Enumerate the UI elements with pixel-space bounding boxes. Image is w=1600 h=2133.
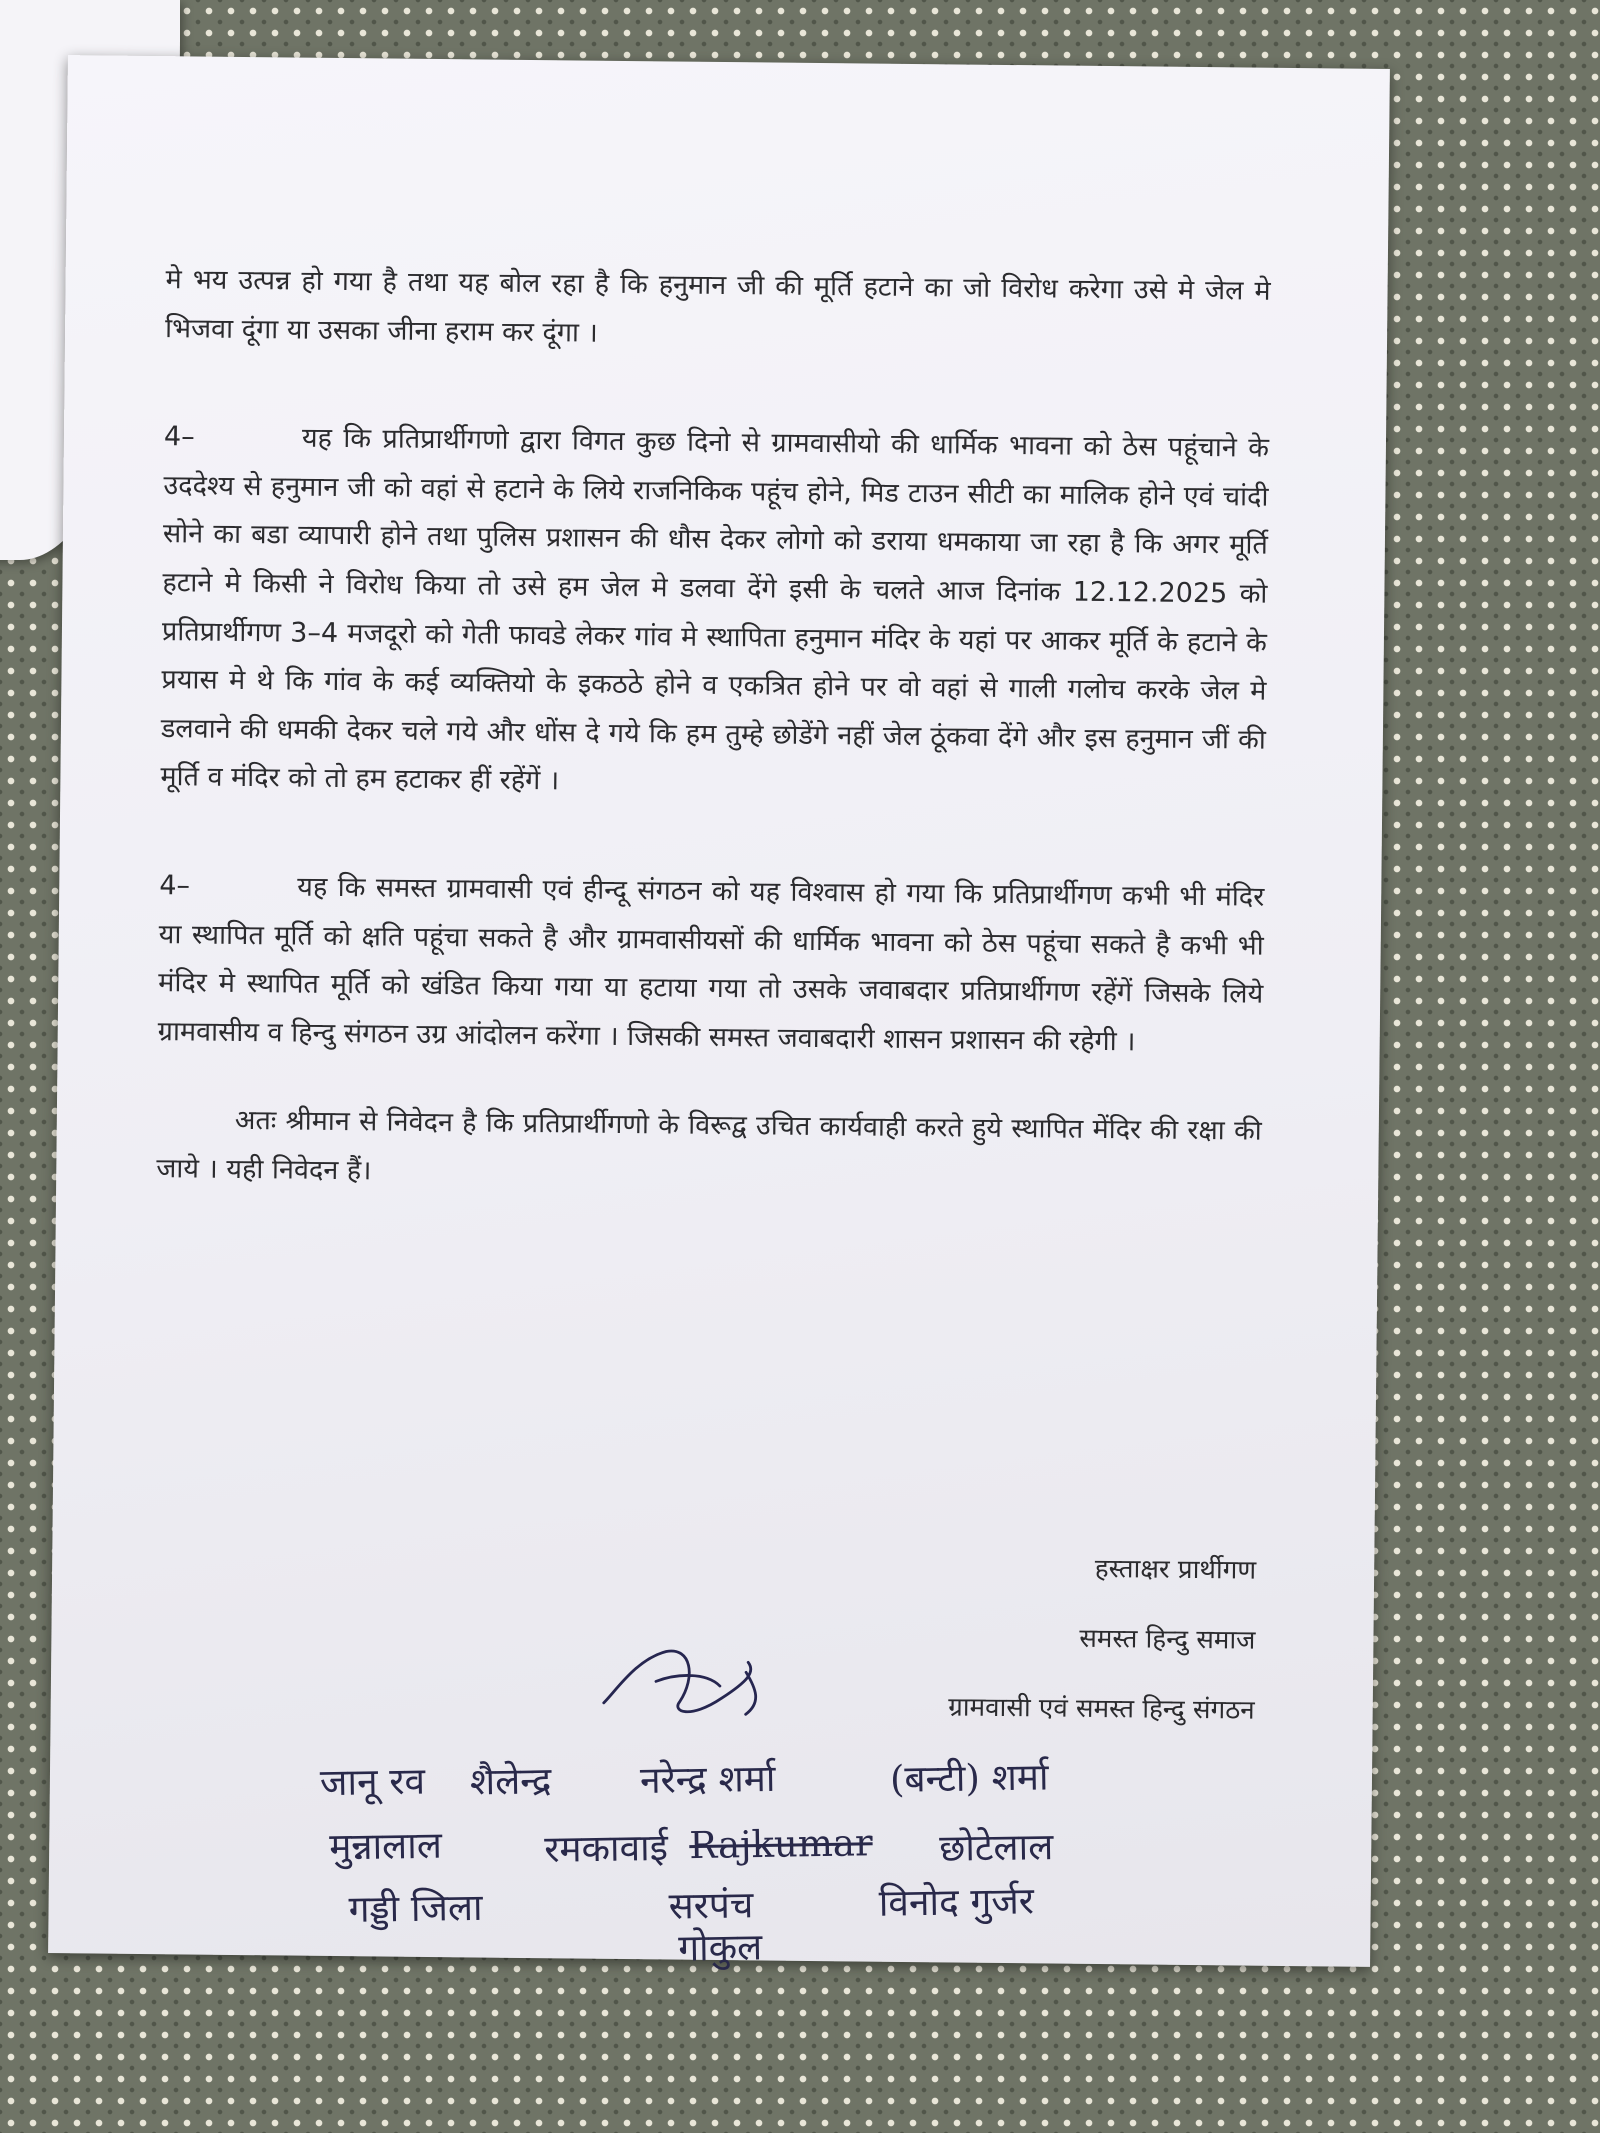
signature-scribble xyxy=(595,1641,796,1738)
handwritten-signature: गोकुल xyxy=(677,1925,763,1970)
handwritten-signature: Rajkumar xyxy=(688,1821,873,1868)
closing-text: अतः श्रीमान से निवेदन है कि प्रतिप्रार्थीगणो के विरूद्व उचित कार्यवाही करते हुये स्थापित मेंदिर की रक्षा की जाये । यही निवेदन हैं। xyxy=(156,1105,1262,1187)
document-page xyxy=(48,55,1390,1970)
paragraph-continuation: मे भय उत्पन्न हो गया है तथा यह बोल रहा है कि हनुमान जी की मूर्ति हटाने का जो विरोध करेगा उसे मे जेल मे भिजवा दूंगा या उसका जीना हराम कर दूंगा । xyxy=(164,264,1271,349)
handwritten-signature: रमकावाई xyxy=(543,1825,669,1871)
signature-block xyxy=(948,1532,1257,1745)
handwritten-signature: नरेन्द्र शर्मा xyxy=(639,1756,776,1802)
handwritten-signature: (बन्टी) शर्मा xyxy=(889,1755,1049,1801)
handwritten-signature: जानू रव xyxy=(319,1759,426,1805)
paragraph-number: 4– xyxy=(159,870,191,902)
handwritten-signature: छोटेलाल xyxy=(938,1825,1054,1870)
paragraph-4a xyxy=(160,413,1269,813)
signature-line-1: हस्ताक्षर प्रार्थीगण xyxy=(1094,1553,1257,1586)
handwritten-signature: मुन्नालाल xyxy=(328,1823,443,1869)
paragraph-number: 4– xyxy=(163,421,195,453)
handwritten-signature: गड्डी जिला xyxy=(348,1885,483,1931)
document-body xyxy=(156,256,1271,1205)
handwritten-signature: सरपंच xyxy=(668,1883,754,1928)
paragraph-4b xyxy=(157,862,1264,1068)
paragraph-text: यह कि प्रतिप्रार्थीगणो द्वारा विगत कुछ दिनो से ग्रामवासीयो की धार्मिक भावना को ठेस पहूंचाने के उददेश्य से हनुमान जी को वहां से हटाने के लिये राजनिकिक पहूंच होने, मिड टाउन सीटी का मालिक होने एवं चांदी सोने का बडा व्यापारी होने तथा पुलिस प्रशासन की धौस देकर लोगो को डराया धमकाया जा रहा है कि अगर मूर्ति हटाने मे किसी ने विरोध किया तो उसे हम जेल मे डलवा देंगे इसी के चलते आज दिनांक 12.12.2025 को प्रतिप्रार्थीगण 3–4 मजदूरो को गेती फावडे लेकर गांव मे स्थापिता हनुमान मंदिर के यहां पर आकर मूर्ति के हटाने के प्रयास मे थे कि गांव के कई व्यक्तियो के इकठठे होने व एकत्रित होने पर वो वहां से गाली गलोच करके जेल मे डलवाने की धमकी देकर चले गये और धोंस दे गये कि हम तुम्हे छोडेंगे नहीं जेल ठूंकवा देंगे और इस हनुमान जीं की मूर्ति व मंदिर को तो हम हटाकर हीं रहेंगें । xyxy=(160,422,1270,797)
handwritten-signature: विनोद गुर्जर xyxy=(878,1879,1035,1925)
closing-request xyxy=(156,1096,1262,1205)
signature-line-3: ग्रामवासी एवं समस्त हिन्दु संगठन xyxy=(948,1692,1255,1726)
handwritten-signature: शैलेन्द्र xyxy=(469,1759,552,1804)
signature-line-2: समस्त हिन्दु समाज xyxy=(1079,1623,1256,1656)
paragraph-text: यह कि समस्त ग्रामवासी एवं हीन्दू संगठन को यह विश्वास हो गया कि प्रतिप्रार्थीगण कभी भी मंदिर या स्थापित मूर्ति को क्षति पहूंचा सकते है और ग्रामवासीयसों की धार्मिक भावना को ठेस पहूंचा सकते है कभी भी मंदिर मे स्थापित मूर्ति को खंडित किया गया या हटाया गया तो उसके जवाबदार प्रतिप्रार्थीगण रहेंगें जिसके लिये ग्रामवासीय व हिन्दु संगठन उग्र आंदोलन करेंगा । जिसकी समस्त जवाबदारी शासन प्रशासन की रहेगी । xyxy=(157,871,1265,1058)
